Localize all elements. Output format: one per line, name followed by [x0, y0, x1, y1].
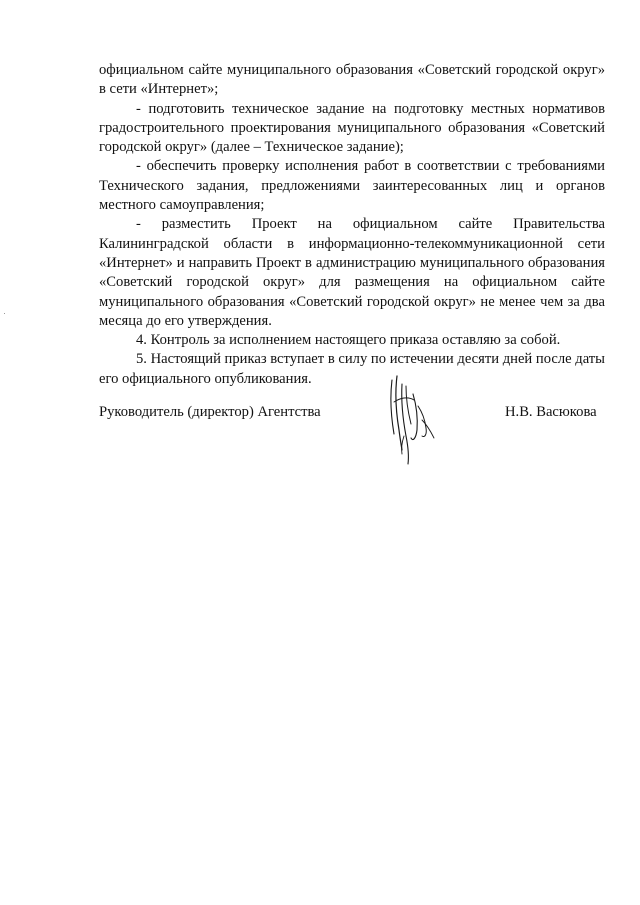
paragraph-publication: - разместить Проект на официальном сайте Правительства Калининградской области в информационно-телекоммуникационной сети «Интернет» и направить Проект в администрацию муниципального образования «Советский городской округ» для размещения на официальном сайте муниципального образования «Советский городской округ» не менее чем за два месяца до его утверждения. [99, 216, 605, 329]
paragraph-entry-into-force: 5. Настоящий приказ вступает в силу по истечении десяти дней после даты его официального опубликования. [99, 351, 605, 387]
document-body [99, 61, 605, 389]
signatory-title: Руководитель (директор) Агентства [99, 404, 321, 420]
paragraph-technical-task: - подготовить техническое задание на подготовку местных нормативов градостроительного проектирования муниципального образования «Советский городской округ» (далее – Техническое задание); [99, 100, 605, 156]
handwritten-signature [378, 372, 448, 468]
margin-mark [4, 313, 5, 314]
paragraph-control: 4. Контроль за исполнением настоящего приказа оставляю за собой. [136, 332, 561, 349]
paragraph-website-clause: официальном сайте муниципального образования «Советский городской округ» в сети «Интернет»; [99, 62, 605, 98]
signatory-name: Н.В. Васюкова [505, 404, 597, 420]
paragraph-verification: - обеспечить проверку исполнения работ в соответствии с требованиями Технического задания, предложениями заинтересованных лиц и органов местного самоуправления; [99, 158, 605, 214]
